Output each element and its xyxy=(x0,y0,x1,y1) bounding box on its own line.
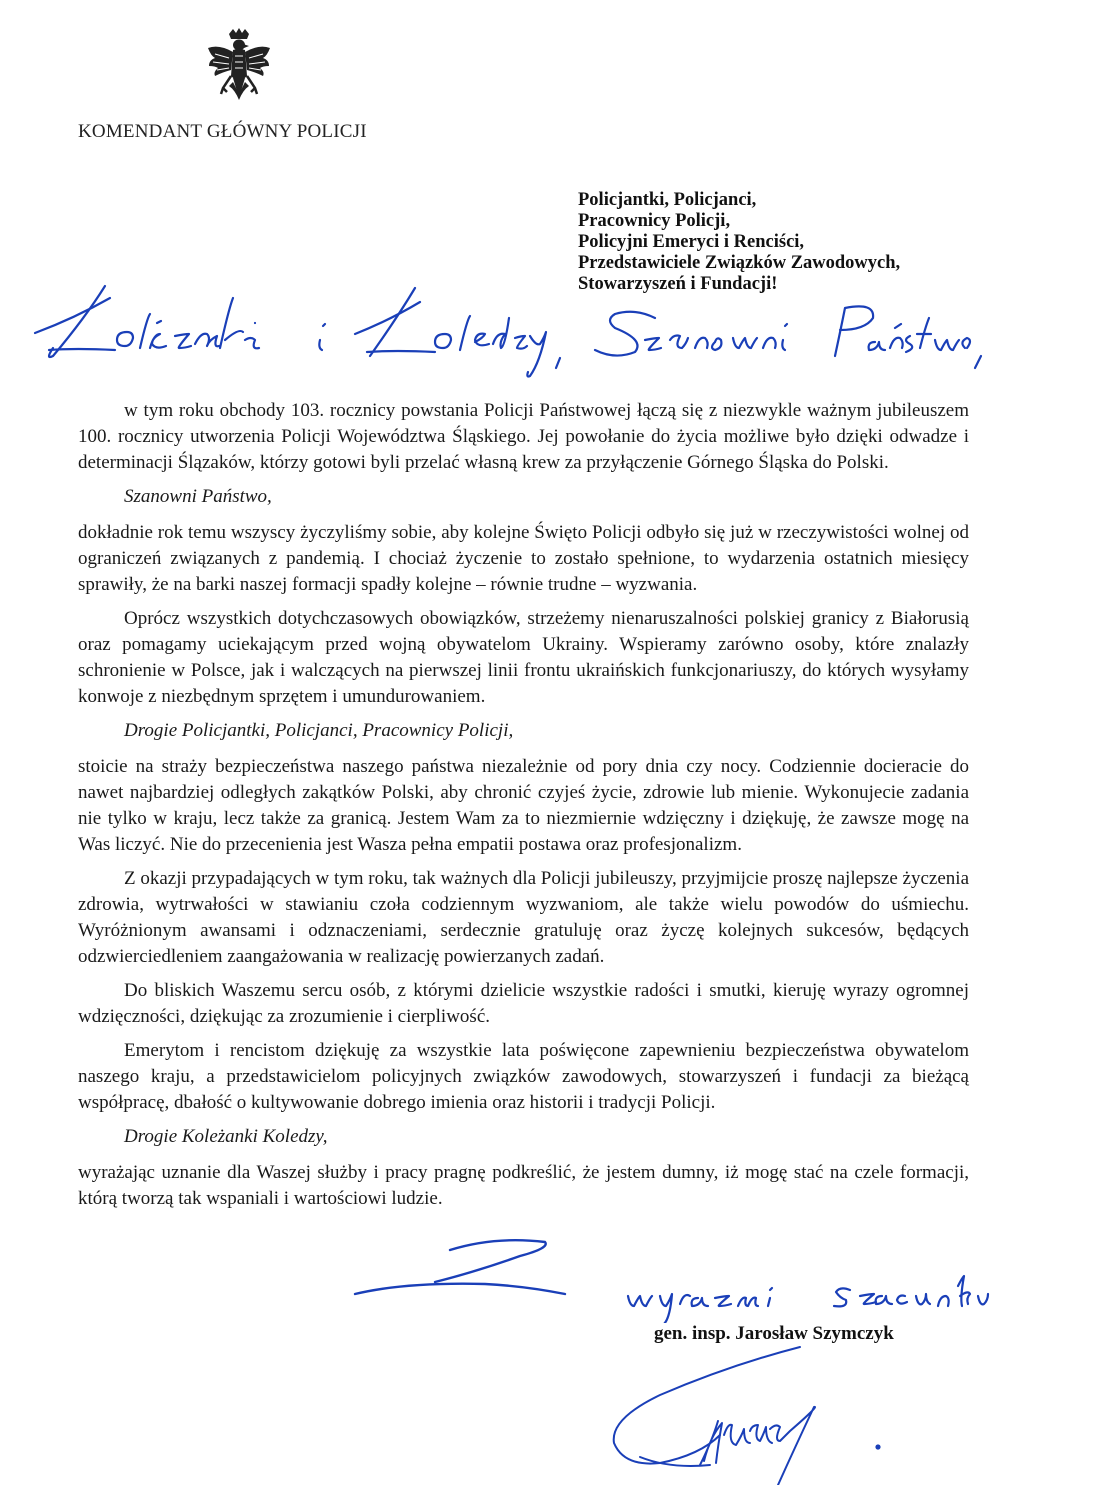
paragraph: stoicie na straży bezpieczeństwa naszego państwa niezależnie od pory dnia czy nocy. Codziennie docieracie do nawet najbardziej odległych zakątków Polski, aby chronić czyjeś życie, zdrowie lub mienie. Wykonujecie zadania nie tylko w kraju, lecz także za granicą. Jestem Wam za to niezmiernie wdzięczny i dziękuję, że zawsze mogę na Was liczyć. Nie do przecenienia jest Wasza pełna empatii postawa oraz profesjonalizm. xyxy=(78,756,969,855)
authority-title: KOMENDANT GŁÓWNY POLICJI xyxy=(78,121,367,142)
paragraph: Z okazji przypadających w tym roku, tak ważnych dla Policji jubileuszy, przyjmijcie proszę najlepsze życzenia zdrowia, wytrwałości w stawianiu czoła codziennym wyzwaniom, ale także wielu powodów do uśmiechu. Wyróżnionym awansami i odznaczeniami, serdecznie gratuluję oraz życzę kolejnych sukcesów, będących odzwierciedleniem zaangażowania w realizację powierzanych zadań. xyxy=(78,868,969,967)
handwritten-salutation xyxy=(15,278,995,388)
paragraph: Oprócz wszystkich dotychczasowych obowiązków, strzeżemy nienaruszalności polskiej granicy z Białorusią oraz pomagamy uciekającym przed wojną obywatelom Ukrainy. Wspieramy zarówno osoby, które znalazły schronienie w Polsce, jak i walczących na pierwszej linii frontu ukraińskich funkcjonariuszy, do których wysyłamy konwoje z niezbędnym sprzętem i umundurowaniem. xyxy=(78,608,969,707)
addressee-line: Stowarzyszeń i Fundacji! xyxy=(578,274,778,294)
paragraph: dokładnie rok temu wszyscy życzyliśmy sobie, aby kolejne Święto Policji odbyło się już w rzeczywistości wolnej od ograniczeń związanych z pandemią. I chociaż życzenie to zostało spełnione, to wydarzenia ostatnich miesięcy sprawiły, że na barki naszej formacji spadły kolejne – równie trudne – wyzwania. xyxy=(78,522,969,595)
polish-eagle-emblem-icon xyxy=(205,28,273,108)
addressee-line: Pracownicy Policji, xyxy=(578,211,731,231)
letter-body xyxy=(78,398,969,1212)
handwritten-signature xyxy=(600,1345,890,1485)
addressee-line: Policyjni Emeryci i Renciści, xyxy=(578,232,805,252)
address-line: Drogie Policjantki, Policjanci, Pracownicy Policji, xyxy=(124,720,514,741)
ink-stroke-decoration xyxy=(345,1232,570,1307)
paragraph: w tym roku obchody 103. rocznicy powstania Policji Państwowej łączą się z niezwykle ważnym jubileuszem 100. rocznicy utworzenia Policji Województwa Śląskiego. Jej powołanie do życia możliwe było dzięki odwadze i determinacji Ślązaków, którzy gotowi byli przelać własną krew za przyłączenie Górnego Śląska do Polski. xyxy=(78,400,969,473)
addressee-line: Przedstawiciele Związków Zawodowych, xyxy=(578,253,901,273)
paragraph: wyrażając uznanie dla Waszej służby i pracy pragnę podkreślić, że jestem dumny, iż mogę stać na czele formacji, którą tworzą tak wspaniali i wartościowi ludzie. xyxy=(78,1162,969,1209)
handwritten-closing xyxy=(620,1268,990,1323)
paragraph: Emerytom i rencistom dziękuję za wszystkie lata poświęcone zapewnieniu bezpieczeństwa obywatelom naszego kraju, a przedstawicielom policyjnych związków zawodowych, stowarzyszeń i fundacji za bieżącą współpracę, dbałość o kultywowanie dobrego imienia oraz historii i tradycji Policji. xyxy=(78,1040,969,1113)
paragraph: Do bliskich Waszemu sercu osób, z którymi dzielicie wszystkie radości i smutki, kieruję wyrazy ogromnej wdzięczności, dziękując za zrozumienie i cierpliwość. xyxy=(78,980,969,1027)
address-line: Drogie Koleżanki Koledzy, xyxy=(124,1126,328,1147)
signer-name: gen. insp. Jarosław Szymczyk xyxy=(654,1323,894,1344)
addressee-line: Policjantki, Policjanci, xyxy=(578,190,757,210)
address-line: Szanowni Państwo, xyxy=(124,486,272,507)
